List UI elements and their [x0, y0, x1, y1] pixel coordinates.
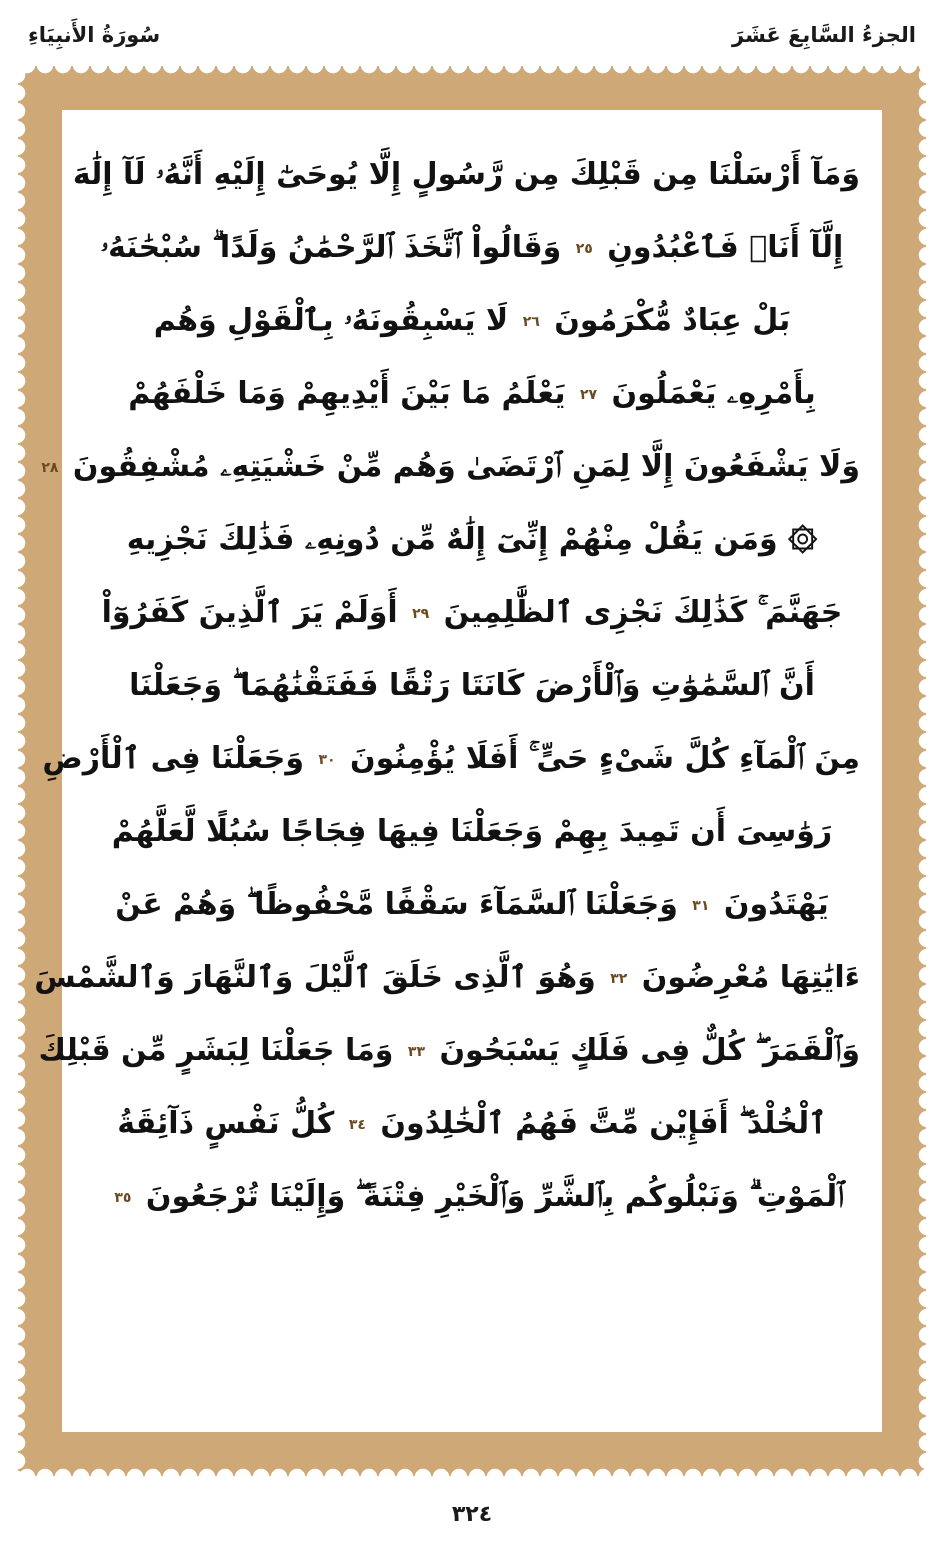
ayah-text: وَلَا يَشْفَعُونَ إِلَّا لِمَنِ ٱرْتَضَىٰ وَهُم مِّنْ خَشْيَتِهِۦ مُشْفِقُونَ	[72, 449, 860, 484]
ayah-text-continued: لَا يَسْبِقُونَهُۥ بِٱلْقَوْلِ وَهُم	[153, 303, 509, 338]
ayah-number-marker	[514, 305, 548, 339]
ayah-line	[84, 284, 860, 357]
ayah-number-marker	[684, 889, 718, 923]
ayah-text-continued: وَمَا جَعَلْنَا لِبَشَرٍ مِّن قَبْلِكَ	[38, 1033, 394, 1068]
ayah-number-text: ٢٨	[41, 459, 59, 476]
ayah-line	[84, 211, 860, 284]
ayah-line	[38, 1014, 860, 1087]
ayah-text-continued: وَقَالُواْ ٱتَّخَذَ ٱلرَّحْمَٰنُ وَلَدًا ۗ سُبْحَٰنَهُۥ	[100, 230, 562, 265]
ayah-text: ۞ وَمَن يَقُلْ مِنْهُمْ إِنِّىٓ إِلَٰهٌ مِّن دُونِهِۦ فَذَٰلِكَ نَجْزِيهِ	[126, 522, 818, 557]
ayah-text: إِلَّآ أَنَا۠ فَٱعْبُدُونِ	[607, 230, 844, 265]
ayah-text-continued: كُلُّ نَفْسٍ ذَآئِقَةُ	[117, 1106, 335, 1141]
ayah-number-text: ٣٢	[610, 970, 628, 987]
ayah-text: بِأَمْرِهِۦ يَعْمَلُونَ	[611, 376, 816, 411]
ayah-text: ٱلْخُلْدَ ۖ أَفَإِيْن مِّتَّ فَهُمُ ٱلْخَٰلِدُونَ	[380, 1106, 827, 1141]
juz-label: الجزءُ السَّابِعَ عَشَرَ	[732, 23, 916, 47]
ayah-text-continued: وَجَعَلْنَا فِى ٱلْأَرْضِ	[42, 741, 304, 776]
ayah-text: ءَايَٰتِهَا مُعْرِضُونَ	[641, 960, 860, 995]
ayah-number-marker	[399, 1035, 433, 1069]
ayah-number-marker	[572, 378, 606, 412]
ayah-number-text: ٢٥	[575, 240, 593, 257]
ayah-number-text: ٢٧	[579, 386, 598, 403]
ayah-line	[84, 1087, 860, 1160]
ayah-text-continued: وَجَعَلْنَا ٱلسَّمَآءَ سَقْفًا مَّحْفُوظًا ۖ وَهُمْ عَنْ	[115, 887, 678, 922]
ayah-number-marker	[567, 232, 601, 266]
ayah-line	[41, 430, 860, 503]
ayah-number-marker	[602, 962, 636, 996]
page-footer	[0, 1502, 944, 1527]
ayah-number-marker	[106, 1181, 140, 1215]
ayah-text: أَنَّ ٱلسَّمَٰوَٰتِ وَٱلْأَرْضَ كَانَتَا رَتْقًا فَفَتَقْنَٰهُمَا ۖ وَجَعَلْنَا	[129, 668, 815, 703]
ayah-number-text: ٣٤	[348, 1116, 366, 1133]
ayah-text: رَوَٰسِىَ أَن تَمِيدَ بِهِمْ وَجَعَلْنَا فِيهَا فِجَاجًا سُبُلًا لَّعَلَّهُمْ	[111, 814, 833, 849]
ayah-number-text: ٢٩	[412, 605, 430, 622]
ayah-line	[84, 1160, 860, 1233]
ayah-number-marker	[404, 597, 438, 631]
ayah-text: يَهْتَدُونَ	[723, 887, 829, 922]
ayah-number-text: ٣١	[692, 897, 710, 914]
ayah-line	[34, 941, 860, 1014]
ayah-line	[84, 868, 860, 941]
page-header	[0, 14, 944, 56]
page-number: ٣٢٤	[451, 1502, 493, 1527]
ayah-number-text: ٣٣	[407, 1043, 425, 1060]
ayah-text: جَهَنَّمَ ۚ كَذَٰلِكَ نَجْزِى ٱلظَّٰلِمِينَ	[443, 595, 843, 630]
ayah-text: بَلْ عِبَادٌ مُّكْرَمُونَ	[554, 303, 791, 338]
ayah-line	[84, 576, 860, 649]
ayah-text-continued: يَعْلَمُ مَا بَيْنَ أَيْدِيهِمْ وَمَا خَلْفَهُمْ	[128, 376, 566, 411]
ayah-line	[84, 649, 860, 722]
ayah-line	[84, 503, 860, 576]
ayah-line	[42, 722, 860, 795]
quran-text-body	[34, 124, 870, 1420]
ayah-text-continued: وَهُوَ ٱلَّذِى خَلَقَ ٱلَّيْلَ وَٱلنَّهَارَ وَٱلشَّمْسَ	[34, 960, 596, 995]
ayah-text: ٱلْمَوْتِ ۗ وَنَبْلُوكُم بِٱلشَّرِّ وَٱلْخَيْرِ فِتْنَةً ۖ وَإِلَيْنَا تُرْجَعُونَ	[145, 1179, 845, 1214]
ayah-number-text: ٣٠	[318, 751, 336, 768]
ayah-number-text: ٣٥	[114, 1189, 132, 1206]
ayah-text-continued: أَوَلَمْ يَرَ ٱلَّذِينَ كَفَرُوٓاْ	[101, 595, 398, 630]
ayah-line	[84, 357, 860, 430]
surah-label: سُورَةُ الأَنبِيَاءِ	[28, 23, 161, 47]
ayah-number-marker	[340, 1108, 374, 1142]
ayah-line	[84, 795, 860, 868]
ayah-text: وَٱلْقَمَرَ ۖ كُلٌّ فِى فَلَكٍ يَسْبَحُونَ	[439, 1033, 860, 1068]
ayah-number-marker	[33, 451, 67, 485]
ayah-number-marker	[310, 743, 344, 777]
ayah-line	[72, 138, 860, 211]
ayah-number-text: ٢٦	[522, 313, 540, 330]
ayah-text: مِنَ ٱلْمَآءِ كُلَّ شَىْءٍ حَىٍّ ۚ أَفَلَا يُؤْمِنُونَ	[350, 741, 860, 776]
ayah-text: وَمَآ أَرْسَلْنَا مِن قَبْلِكَ مِن رَّسُولٍ إِلَّا يُوحَىٰٓ إِلَيْهِ أَنَّهُۥ لَآ إِلَٰهَ	[72, 157, 860, 192]
